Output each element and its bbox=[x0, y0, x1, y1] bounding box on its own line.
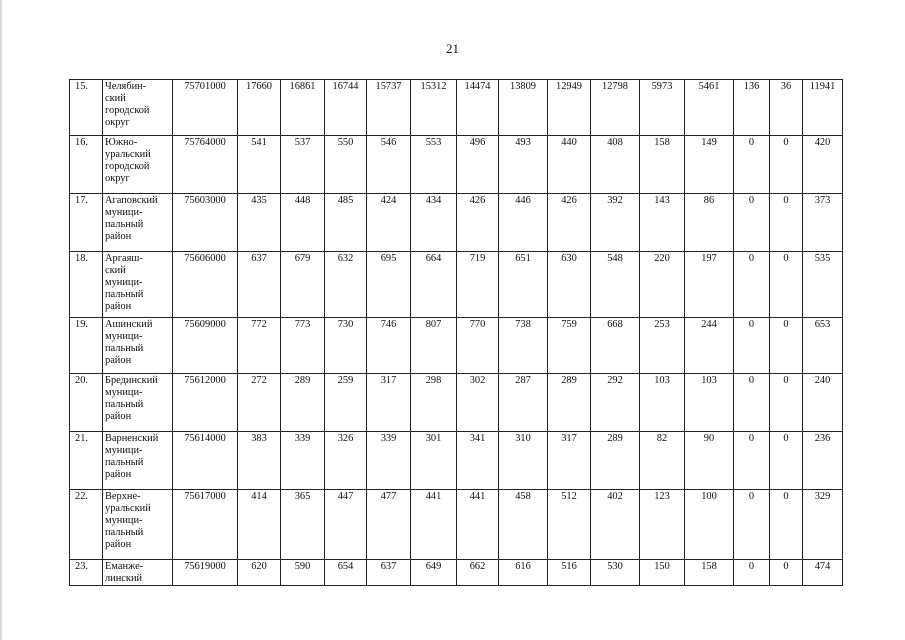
oktmo-code-cell: 75701000 bbox=[173, 80, 238, 136]
value-cell: 197 bbox=[685, 252, 734, 318]
value-cell: 103 bbox=[640, 374, 685, 432]
value-cell: 440 bbox=[548, 136, 591, 194]
municipality-name-line: округ bbox=[105, 173, 130, 184]
value-cell: 426 bbox=[548, 194, 591, 252]
municipality-name-cell bbox=[103, 318, 173, 374]
value-cell: 530 bbox=[591, 560, 640, 586]
value-cell: 447 bbox=[325, 490, 367, 560]
value-cell: 12798 bbox=[591, 80, 640, 136]
municipality-name-line: уральский bbox=[105, 503, 151, 514]
municipality-name-cell bbox=[103, 136, 173, 194]
value-cell: 0 bbox=[734, 560, 770, 586]
oktmo-code-cell: 75606000 bbox=[173, 252, 238, 318]
value-cell: 36 bbox=[770, 80, 803, 136]
value-cell: 458 bbox=[499, 490, 548, 560]
value-cell: 17660 bbox=[238, 80, 281, 136]
value-cell: 738 bbox=[499, 318, 548, 374]
value-cell: 537 bbox=[281, 136, 325, 194]
oktmo-code-cell: 75614000 bbox=[173, 432, 238, 490]
table-body bbox=[70, 80, 843, 586]
value-cell: 149 bbox=[685, 136, 734, 194]
value-cell: 541 bbox=[238, 136, 281, 194]
row-number-cell: 21. bbox=[70, 432, 103, 490]
value-cell: 298 bbox=[411, 374, 457, 432]
municipality-name-line: пальный bbox=[105, 343, 144, 354]
municipality-name-line: Аргаяш- bbox=[105, 253, 143, 264]
value-cell: 420 bbox=[803, 136, 843, 194]
value-cell: 637 bbox=[238, 252, 281, 318]
municipality-name-line: пальный bbox=[105, 527, 144, 538]
value-cell: 0 bbox=[734, 490, 770, 560]
municipality-name-cell bbox=[103, 374, 173, 432]
municipality-name-line: район bbox=[105, 231, 132, 242]
value-cell: 654 bbox=[325, 560, 367, 586]
value-cell: 302 bbox=[457, 374, 499, 432]
value-cell: 550 bbox=[325, 136, 367, 194]
municipality-name-line: городской bbox=[105, 105, 150, 116]
value-cell: 292 bbox=[591, 374, 640, 432]
value-cell: 719 bbox=[457, 252, 499, 318]
value-cell: 373 bbox=[803, 194, 843, 252]
table-row bbox=[70, 194, 843, 252]
value-cell: 441 bbox=[457, 490, 499, 560]
municipality-name-cell bbox=[103, 194, 173, 252]
value-cell: 535 bbox=[803, 252, 843, 318]
table-row bbox=[70, 318, 843, 374]
value-cell: 772 bbox=[238, 318, 281, 374]
value-cell: 13809 bbox=[499, 80, 548, 136]
municipality-name-line: муници- bbox=[105, 331, 143, 342]
municipality-name-line: Челябин- bbox=[105, 81, 147, 92]
value-cell: 0 bbox=[734, 374, 770, 432]
value-cell: 548 bbox=[591, 252, 640, 318]
value-cell: 339 bbox=[281, 432, 325, 490]
value-cell: 326 bbox=[325, 432, 367, 490]
value-cell: 12949 bbox=[548, 80, 591, 136]
value-cell: 770 bbox=[457, 318, 499, 374]
municipality-name-line: муници- bbox=[105, 207, 143, 218]
value-cell: 662 bbox=[457, 560, 499, 586]
municipality-name-cell bbox=[103, 252, 173, 318]
municipality-name-line: Агаповский bbox=[105, 195, 158, 206]
value-cell: 679 bbox=[281, 252, 325, 318]
value-cell: 553 bbox=[411, 136, 457, 194]
value-cell: 695 bbox=[367, 252, 411, 318]
value-cell: 408 bbox=[591, 136, 640, 194]
oktmo-code-cell: 75609000 bbox=[173, 318, 238, 374]
value-cell: 0 bbox=[770, 374, 803, 432]
municipality-name-line: Еманже- bbox=[105, 561, 144, 572]
value-cell: 435 bbox=[238, 194, 281, 252]
municipality-name-line: пальный bbox=[105, 457, 144, 468]
value-cell: 150 bbox=[640, 560, 685, 586]
value-cell: 0 bbox=[770, 490, 803, 560]
value-cell: 301 bbox=[411, 432, 457, 490]
municipality-name-line: район bbox=[105, 469, 132, 480]
row-number-cell: 17. bbox=[70, 194, 103, 252]
table-row bbox=[70, 432, 843, 490]
page-number: 21 bbox=[446, 41, 459, 56]
value-cell: 632 bbox=[325, 252, 367, 318]
value-cell: 143 bbox=[640, 194, 685, 252]
municipality-name-line: ский bbox=[105, 93, 126, 104]
row-number-cell: 16. bbox=[70, 136, 103, 194]
value-cell: 446 bbox=[499, 194, 548, 252]
value-cell: 0 bbox=[734, 194, 770, 252]
row-number-cell: 22. bbox=[70, 490, 103, 560]
value-cell: 441 bbox=[411, 490, 457, 560]
value-cell: 15737 bbox=[367, 80, 411, 136]
value-cell: 0 bbox=[734, 318, 770, 374]
value-cell: 0 bbox=[734, 252, 770, 318]
municipality-name-line: городской bbox=[105, 161, 150, 172]
value-cell: 365 bbox=[281, 490, 325, 560]
value-cell: 259 bbox=[325, 374, 367, 432]
value-cell: 289 bbox=[591, 432, 640, 490]
row-number-cell: 18. bbox=[70, 252, 103, 318]
value-cell: 0 bbox=[770, 252, 803, 318]
municipality-name-line: Варненский bbox=[105, 433, 159, 444]
row-number-cell: 15. bbox=[70, 80, 103, 136]
municipality-name-line: район bbox=[105, 539, 132, 550]
value-cell: 11941 bbox=[803, 80, 843, 136]
oktmo-code-cell: 75617000 bbox=[173, 490, 238, 560]
value-cell: 317 bbox=[367, 374, 411, 432]
value-cell: 158 bbox=[685, 560, 734, 586]
value-cell: 220 bbox=[640, 252, 685, 318]
value-cell: 0 bbox=[734, 136, 770, 194]
value-cell: 253 bbox=[640, 318, 685, 374]
value-cell: 244 bbox=[685, 318, 734, 374]
value-cell: 0 bbox=[734, 432, 770, 490]
municipality-name-line: Южно- bbox=[105, 137, 138, 148]
table-row bbox=[70, 80, 843, 136]
municipality-name-line: пальный bbox=[105, 219, 144, 230]
value-cell: 16861 bbox=[281, 80, 325, 136]
value-cell: 0 bbox=[770, 560, 803, 586]
value-cell: 16744 bbox=[325, 80, 367, 136]
municipality-name-line: пальный bbox=[105, 399, 144, 410]
row-number-cell: 20. bbox=[70, 374, 103, 432]
value-cell: 730 bbox=[325, 318, 367, 374]
value-cell: 240 bbox=[803, 374, 843, 432]
value-cell: 590 bbox=[281, 560, 325, 586]
data-table bbox=[69, 79, 843, 586]
scan-edge bbox=[0, 0, 3, 640]
municipality-name-line: Верхне- bbox=[105, 491, 141, 502]
municipality-name-line: ский bbox=[105, 265, 126, 276]
value-cell: 14474 bbox=[457, 80, 499, 136]
value-cell: 82 bbox=[640, 432, 685, 490]
value-cell: 287 bbox=[499, 374, 548, 432]
oktmo-code-cell: 75612000 bbox=[173, 374, 238, 432]
value-cell: 616 bbox=[499, 560, 548, 586]
table-row bbox=[70, 560, 843, 586]
value-cell: 329 bbox=[803, 490, 843, 560]
value-cell: 426 bbox=[457, 194, 499, 252]
value-cell: 383 bbox=[238, 432, 281, 490]
value-cell: 317 bbox=[548, 432, 591, 490]
table-row bbox=[70, 490, 843, 560]
municipality-name-line: муници- bbox=[105, 387, 143, 398]
oktmo-code-cell: 75603000 bbox=[173, 194, 238, 252]
row-number-cell: 19. bbox=[70, 318, 103, 374]
value-cell: 341 bbox=[457, 432, 499, 490]
value-cell: 773 bbox=[281, 318, 325, 374]
value-cell: 424 bbox=[367, 194, 411, 252]
value-cell: 136 bbox=[734, 80, 770, 136]
value-cell: 414 bbox=[238, 490, 281, 560]
value-cell: 158 bbox=[640, 136, 685, 194]
value-cell: 0 bbox=[770, 432, 803, 490]
value-cell: 620 bbox=[238, 560, 281, 586]
oktmo-code-cell: 75619000 bbox=[173, 560, 238, 586]
value-cell: 103 bbox=[685, 374, 734, 432]
value-cell: 474 bbox=[803, 560, 843, 586]
municipality-name-line: Ашинский bbox=[105, 319, 153, 330]
value-cell: 86 bbox=[685, 194, 734, 252]
table-row bbox=[70, 136, 843, 194]
value-cell: 477 bbox=[367, 490, 411, 560]
value-cell: 0 bbox=[770, 194, 803, 252]
value-cell: 516 bbox=[548, 560, 591, 586]
municipality-name-line: линский bbox=[105, 573, 143, 584]
value-cell: 485 bbox=[325, 194, 367, 252]
municipality-name-cell bbox=[103, 80, 173, 136]
value-cell: 236 bbox=[803, 432, 843, 490]
value-cell: 448 bbox=[281, 194, 325, 252]
value-cell: 653 bbox=[803, 318, 843, 374]
value-cell: 272 bbox=[238, 374, 281, 432]
table-row bbox=[70, 252, 843, 318]
value-cell: 649 bbox=[411, 560, 457, 586]
value-cell: 0 bbox=[770, 318, 803, 374]
value-cell: 637 bbox=[367, 560, 411, 586]
municipality-name-line: уральский bbox=[105, 149, 151, 160]
municipality-name-line: район bbox=[105, 301, 132, 312]
value-cell: 668 bbox=[591, 318, 640, 374]
municipality-name-line: муници- bbox=[105, 445, 143, 456]
municipality-name-line: муници- bbox=[105, 515, 143, 526]
value-cell: 664 bbox=[411, 252, 457, 318]
municipality-name-line: округ bbox=[105, 117, 130, 128]
value-cell: 493 bbox=[499, 136, 548, 194]
value-cell: 496 bbox=[457, 136, 499, 194]
value-cell: 5973 bbox=[640, 80, 685, 136]
value-cell: 0 bbox=[770, 136, 803, 194]
value-cell: 339 bbox=[367, 432, 411, 490]
municipality-name-cell bbox=[103, 432, 173, 490]
municipality-name-line: пальный bbox=[105, 289, 144, 300]
value-cell: 15312 bbox=[411, 80, 457, 136]
value-cell: 289 bbox=[548, 374, 591, 432]
value-cell: 546 bbox=[367, 136, 411, 194]
municipality-name-line: муници- bbox=[105, 277, 143, 288]
municipality-name-cell bbox=[103, 560, 173, 586]
municipality-name-line: район bbox=[105, 355, 132, 366]
value-cell: 759 bbox=[548, 318, 591, 374]
value-cell: 310 bbox=[499, 432, 548, 490]
value-cell: 123 bbox=[640, 490, 685, 560]
value-cell: 434 bbox=[411, 194, 457, 252]
table-row bbox=[70, 374, 843, 432]
value-cell: 630 bbox=[548, 252, 591, 318]
value-cell: 402 bbox=[591, 490, 640, 560]
value-cell: 746 bbox=[367, 318, 411, 374]
municipality-name-line: район bbox=[105, 411, 132, 422]
municipality-name-line: Брединский bbox=[105, 375, 158, 386]
value-cell: 90 bbox=[685, 432, 734, 490]
municipality-name-cell bbox=[103, 490, 173, 560]
value-cell: 651 bbox=[499, 252, 548, 318]
oktmo-code-cell: 75764000 bbox=[173, 136, 238, 194]
row-number-cell: 23. bbox=[70, 560, 103, 586]
value-cell: 100 bbox=[685, 490, 734, 560]
value-cell: 512 bbox=[548, 490, 591, 560]
value-cell: 392 bbox=[591, 194, 640, 252]
value-cell: 289 bbox=[281, 374, 325, 432]
value-cell: 5461 bbox=[685, 80, 734, 136]
value-cell: 807 bbox=[411, 318, 457, 374]
